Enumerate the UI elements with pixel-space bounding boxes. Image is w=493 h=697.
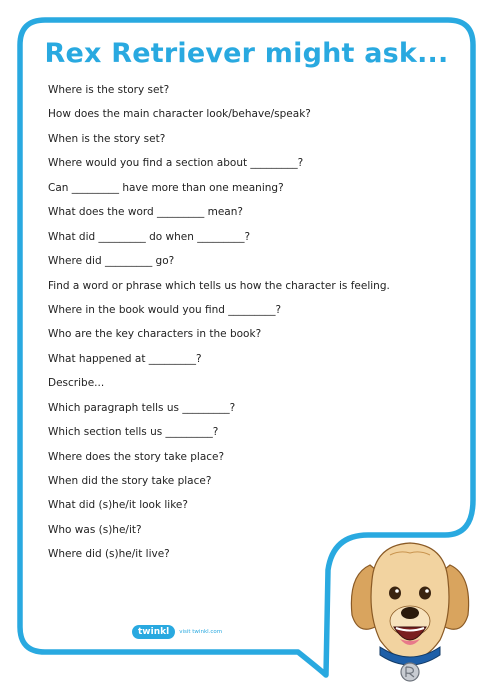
question-item: When is the story set? <box>48 132 166 145</box>
dog-illustration-icon <box>340 535 480 685</box>
question-item: What did (s)he/it look like? <box>48 499 188 512</box>
question-item: How does the main character look/behave/speak? <box>48 108 311 121</box>
question-item: Where did (s)he/it live? <box>48 548 170 561</box>
question-list <box>48 83 448 572</box>
question-item: Who was (s)he/it? <box>48 523 142 536</box>
question-item: Which section tells us _________? <box>48 426 219 439</box>
question-item: Can _________ have more than one meaning? <box>48 181 284 194</box>
logo-url[interactable]: visit twinkl.com <box>179 629 223 635</box>
question-item: Describe... <box>48 377 105 390</box>
page-title: Rex Retriever might ask... <box>44 38 449 69</box>
question-item: Where does the story take place? <box>48 450 225 463</box>
question-item: Where in the book would you find _________? <box>48 303 282 316</box>
question-item: What happened at _________? <box>48 352 202 365</box>
question-item: Who are the key characters in the book? <box>48 328 262 341</box>
question-item: Find a word or phrase which tells us how the character is feeling. <box>48 279 390 292</box>
question-item: Where did _________ go? <box>48 255 175 268</box>
question-item: Which paragraph tells us _________? <box>48 401 236 414</box>
logo-badge: twinkl <box>132 625 175 639</box>
question-item: What did _________ do when _________? <box>48 230 251 243</box>
question-item: When did the story take place? <box>48 475 212 487</box>
question-item: Where would you find a section about _________? <box>48 157 304 170</box>
question-item: Where is the story set? <box>48 84 170 96</box>
twinkl-logo[interactable] <box>132 624 222 640</box>
question-item: What does the word _________ mean? <box>48 206 243 219</box>
